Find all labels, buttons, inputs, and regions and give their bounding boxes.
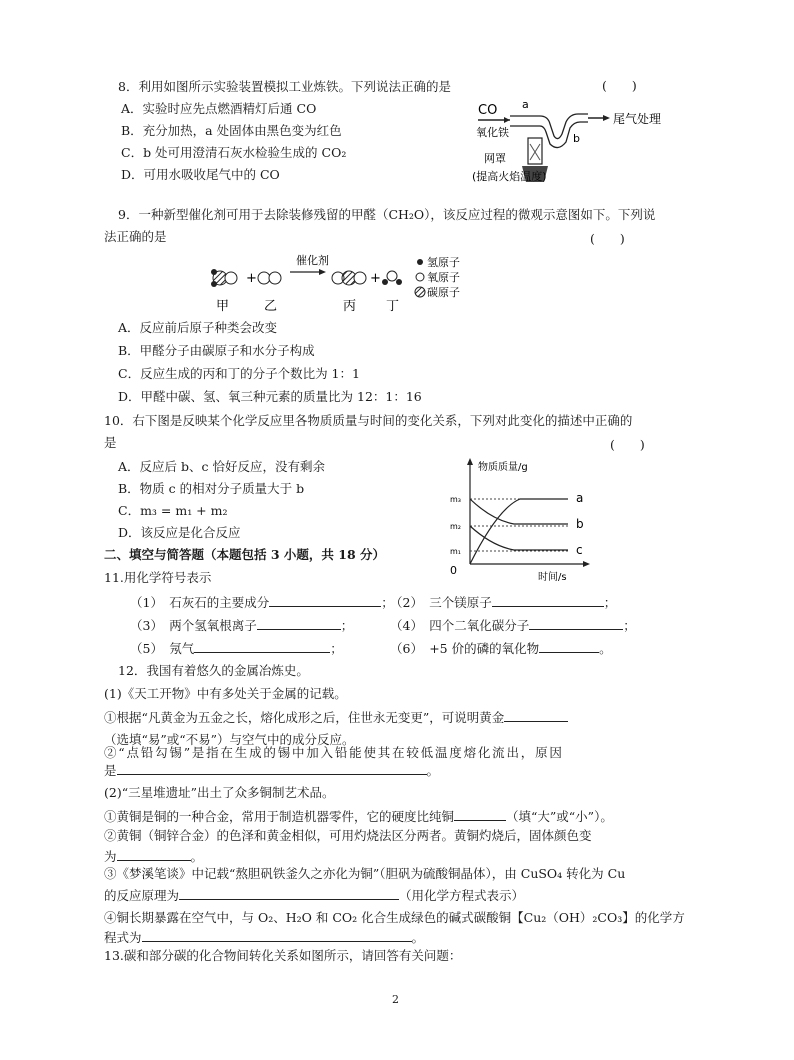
q11-item-3: （3） 两个氢氧根离子 ； (130, 618, 354, 633)
q10-chart (440, 458, 600, 586)
q9-option-c: C．反应生成的丙和丁的分子个数比为 1：1 (118, 366, 360, 381)
q9-legend-o: 氧原子 (427, 271, 460, 284)
q12-line-1: (1)《天工开物》中有多处关于金属的记载。 (104, 686, 347, 701)
q9-paren: ( ) (590, 231, 625, 246)
q12-line-12: ④铜长期暴露在空气中，与 O₂、H₂O 和 CO₂ 化合生成绿色的碱式碳酸铜【Cu₂（OH）₂CO₃】的化学方 (104, 910, 685, 925)
q10-chart-xlabel: 时间/s (538, 572, 567, 583)
q12-line-9: 为 。 (104, 849, 204, 864)
q8-paren: ( ) (602, 78, 637, 93)
q9-plus-1: + (246, 271, 257, 286)
q10-chart-ylabel: 物质质量/g (478, 462, 528, 473)
section-2-heading: 二、填空与简答题（本题包括 3 小题，共 18 分） (104, 547, 386, 562)
q8-fig-note: (提高火焰温度) (472, 170, 547, 183)
page-number: 2 (392, 993, 399, 1006)
q12-line-5: 是 。 (104, 763, 440, 778)
q10-chart-ytick-m3: m₃ (450, 495, 461, 504)
q12-stem: 12．我国有着悠久的金属冶炼史。 (118, 663, 309, 678)
q11-item-1: （1） 石灰石的主要成分 ； (130, 595, 394, 610)
q9-legend-h: 氢原子 (427, 256, 460, 269)
q11-item-6: （6） +5 价的磷的氧化物 。 (390, 641, 612, 656)
q10-option-b: B．物质 c 的相对分子质量大于 b (118, 481, 305, 496)
q9-reaction-figure (198, 250, 478, 312)
q12-line-3: （选填“易”或“不易”）与空气中的成分反应。 (104, 732, 355, 747)
q10-chart-ytick-m1: m₁ (450, 547, 461, 556)
q12-line-7: ①黄铜是铜的一种合金，常用于制造机器零件，它的硬度比纯铜 （填“大”或“小”）。 (104, 809, 613, 824)
q11-item-4: （4） 四个二氧化碳分子 ； (390, 618, 636, 633)
q10-chart-series-b (470, 499, 568, 524)
q8-stem: 8．利用如图所示实验装置模拟工业炼铁。下列说法正确的是 (118, 79, 451, 94)
q12-line-11: 的反应原理为 （用化学方程式表示） (104, 888, 525, 903)
q9-label-bing: 丙 (343, 299, 357, 312)
q10-stem-2: 是 (104, 435, 117, 450)
q8-fig-tail: 尾气处理 (613, 112, 662, 126)
q10-chart-label-b: b (576, 517, 584, 531)
q9-option-a: A．反应前后原子种类会改变 (118, 320, 278, 335)
q12-line-2: ①根据“凡黄金为五金之长，熔化成形之后，住世永无变更”，可说明黄金 (104, 709, 568, 726)
q10-chart-series-c (470, 526, 568, 550)
q8-fig-b: b (573, 132, 580, 145)
q9-legend-c: 碳原子 (427, 286, 460, 299)
q8-fig-net: 网罩 (484, 152, 506, 165)
q12-line-4: ②“点铅勾锡”是指在生成的锡中加入铅能使其在较低温度熔化流出，原因 (104, 745, 564, 760)
q9-stem-1: 9．一种新型催化剂可用于去除装修残留的甲醛（CH₂O），该反应过程的微观示意图如下。下列说 (118, 207, 656, 222)
q9-catalyst: 催化剂 (296, 254, 329, 267)
q8-fig-a: a (522, 98, 529, 111)
q9-label-ding: 丁 (386, 299, 400, 312)
q8-option-b: B．充分加热，a 处固体由黑色变为红色 (121, 123, 342, 138)
q10-option-a: A．反应后 b、c 恰好反应，没有剩余 (118, 459, 325, 474)
q10-chart-origin: 0 (450, 564, 457, 577)
q11-item-2: （2） 三个镁原子 ； (390, 595, 617, 610)
q9-option-d: D．甲醛中碳、氢、氧三种元素的质量比为 12：1：16 (118, 389, 422, 404)
q8-fig-co: CO (478, 103, 498, 118)
q12-line-10: ③《梦溪笔谈》中记载“熬胆矾铁釜久之亦化为铜”（胆矾为硫酸铜晶体），由 CuSO₄ 转化为 Cu (104, 866, 626, 881)
q10-option-c: C．m₃ = m₁ + m₂ (118, 503, 228, 518)
q8-option-c: C．b 处可用澄清石灰水检验生成的 CO₂ (121, 145, 347, 160)
q10-chart-series-a (470, 499, 568, 564)
q9-stem-2: 法正确的是 (104, 229, 167, 244)
q8-option-d: D．可用水吸收尾气中的 CO (121, 167, 280, 182)
q10-chart-ytick-m2: m₂ (450, 522, 461, 531)
q9-plus-2: + (370, 271, 381, 286)
q13-stem: 13.碳和部分碳的化合物间转化关系如图所示，请回答有关问题： (104, 948, 462, 963)
q12-line-13: 程式为 。 (104, 930, 425, 945)
q8-option-a: A．实验时应先点燃酒精灯后通 CO (121, 101, 317, 116)
q10-paren: ( ) (610, 437, 645, 452)
q9-label-jia: 甲 (216, 299, 230, 312)
q8-apparatus-figure (470, 96, 680, 188)
q10-chart-label-c: c (576, 543, 583, 557)
q11-item-5: （5） 氖气 ； (130, 641, 343, 656)
q12-line-6: (2)“三星堆遗址”出土了众多铜制艺术品。 (104, 785, 335, 800)
q10-chart-label-a: a (576, 491, 584, 505)
q9-label-yi: 乙 (264, 299, 278, 312)
q10-option-d: D．该反应是化合反应 (118, 525, 241, 540)
q9-option-b: B．甲醛分子由碳原子和水分子构成 (118, 343, 315, 358)
q8-fig-oxide: 氧化铁 (476, 126, 509, 139)
q10-stem-1: 10．右下图是反映某个化学反应里各物质质量与时间的变化关系，下列对此变化的描述中正确的 (104, 413, 633, 428)
q11-stem: 11.用化学符号表示 (104, 570, 212, 585)
q12-line-8: ②黄铜（铜锌合金）的色泽和黄金相似，可用灼烧法区分两者。黄铜灼烧后，固体颜色变 (104, 828, 592, 843)
